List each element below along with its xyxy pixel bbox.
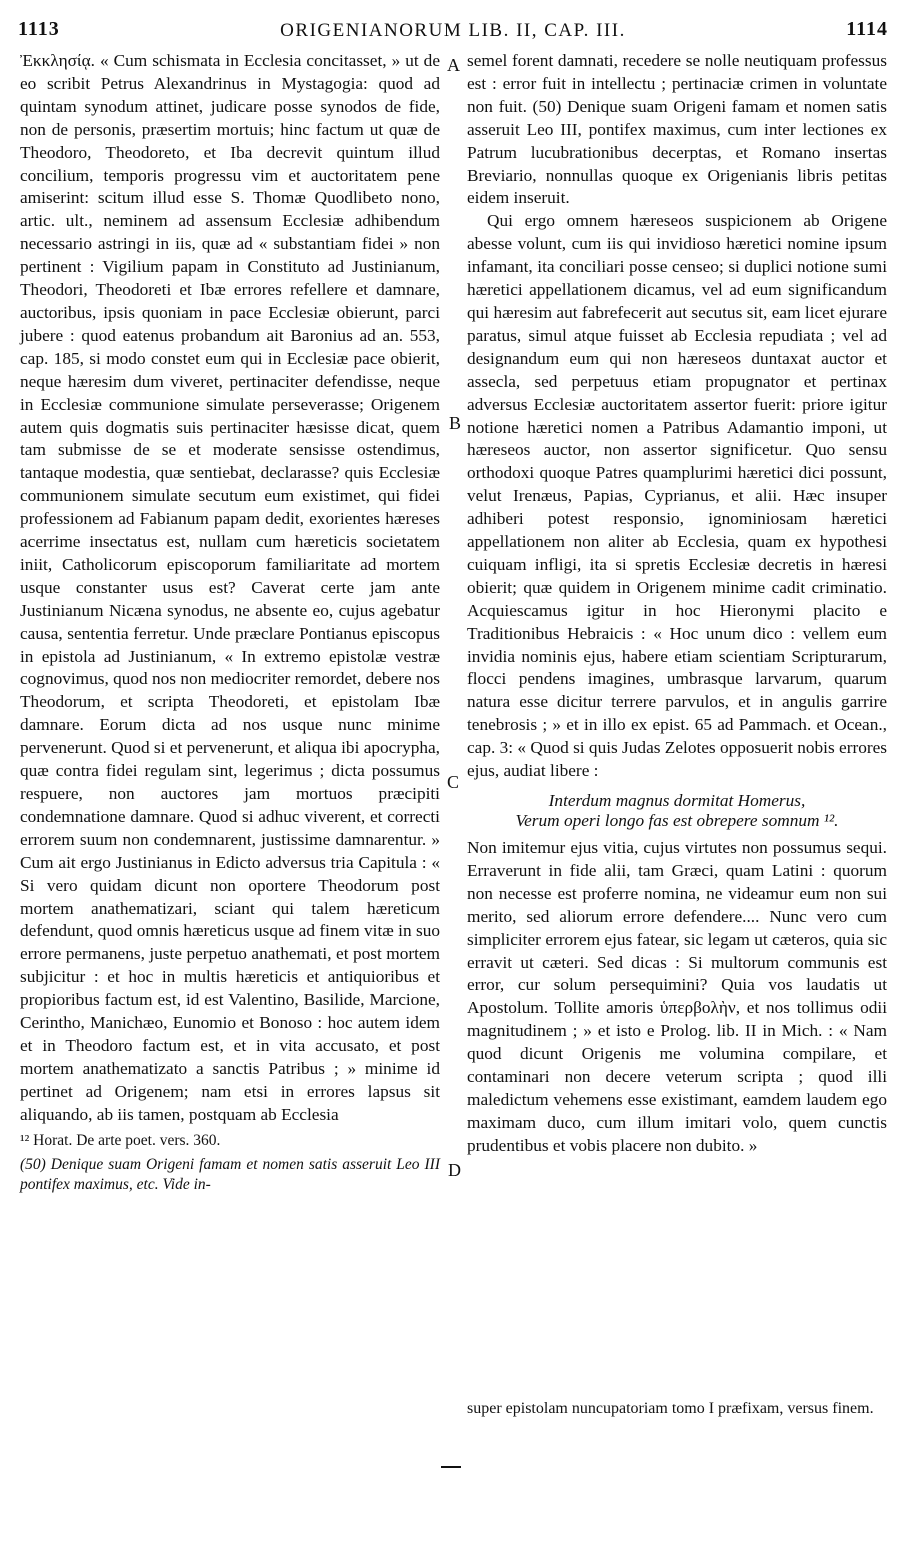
page-number-right: 1114: [846, 18, 888, 40]
section-marker-d: D: [448, 1160, 461, 1180]
verse-quote: [467, 791, 887, 831]
section-marker-b: B: [449, 413, 462, 433]
verse-line-1: Interdum magnus dormitat Homerus,: [548, 791, 806, 810]
section-marker-c: C: [447, 772, 460, 792]
right-paragraph-3: Non imitemur ejus vitia, cujus virtutes non possumus sequi. Erraverunt in fide alii, tam Græci, quam Latini : quorum non necesse est proferre nomina, ne videamur eum non sui merito, sed aliorum errore defendere.... Nunc vero cum simpliciter errorem ejus fatear, sic legam ut cæteros, quia sic erravit ut cæteri. Sed dicas : Si multorum communis est error, cur solum persequimini? Quia vos laudatis ut Apostolum. Tollite amoris ὑπερβολὴν, et nos tollimus odii magnitudinem ; » et isto e Prolog. lib. II in Mich. : « Nam quod dicunt Origenis me volumina compilare, et contaminari non decere veterum scripta ; quod illi maledictum vehemens esse existimant, eamdem laudem ego maximam duco, cum illum imitari volo, quem cunctis prudentibus et vobis placere non dubito. »: [467, 838, 887, 1155]
page-number-left: 1113: [18, 18, 60, 40]
page-end-rule: [441, 1466, 461, 1468]
footnote-50: (50) Denique suam Origeni famam et nomen satis asseruit Leo III pontifex maximus, etc. Vide in-: [20, 1155, 440, 1193]
left-paragraph: Ἐκκλησίᾳ. « Cum schismata in Ecclesia concitasset, » ut de eo scribit Petrus Alexandrinus in Mystagogia: quod ad quintam synodum attinet, judicare posse synodos de fide, non de personis, præsertim mortuis; hinc factum ut quæ de Theodoro, Theodoreto, et Iba decrevit quintum illud concilium, temporis progressu vim et auctoritatem pene amiserint: scitum illud esse S. Thomæ Quodlibeto nono, artic. ult., neminem ad assensum Ecclesiæ adhibendum necessario astringi in iis, quæ ad « substantiam fidei » non pertinent : Vigilium papam in Constituto ad Justinianum, Theodori, Theodoreti et Ibæ errores refellere et damnare, auctoribus, ipsis quoniam in pace Ecclesiæ obierunt, parci jubere : quod eatenus probandum ait Baronius ad an. 553, cap. 185, si modo constet eum qui in Ecclesiæ pace obierit, neque hæresim dum viveret, pertinaciter defendisse, neque in Ecclesiæ communione simulate perseverasse; Origenem autem quis dogmatis suis pertinaciter hæsisse dicat, quem tam submisse de se et moderate sensisse ostendimus, tantaque modestia, quæ sentiebat, declarasse? quis Ecclesiæ communionem simulate secutum eum existimet, qui fidei professionem ad Fabianum papam dedit, exorientes hæreses acerrime insectatus est, nullam cum hæreticis societatem iniit, Catholicorum episcoporum familiaritate ad mortem usque constanter usus est? Caverat certe jam ante Justinianum Nicæna synodus, ne absente eo, cujus agebatur causa, sententia ferretur. Unde præclare Pontianus episcopus in epistola ad Justinianum, « In extremo epistolæ vestræ cognovimus, quod nos non mediocriter remordet, debere nos Theodorum, et scripta Theodoreti, et epistolam Ibæ damnare. Eorum dicta ad nos usque nunc minime pervenerunt. Quod si et pervenerunt, et aliqua ibi apocrypha, quæ contra fidei regulam sint, legerimus ; dicta possumus respuere, non auctores jam mortuos præcipiti condemnatione damnare. Quod si adhuc viverent, et correcti errorem suum non condemnarent, justissime damnarentur. » Cum ait ergo Justinianus in Edicto adversus tria Capitula : « Si vero quidam dicunt non oportere Theodorum post mortem anathematizari, sciant qui talem hæreticum defendunt, quod omnis hæreticus usque ad finem vitæ in suo errore permanens, juste perpetuo anathemati, et post mortem subjicitur : et hoc in multis hæreticis et antiquioribus et propioribus factum est, id est Valentino, Basilide, Marcione, Cerintho, Manichæo, Eunomio et Bonoso : hoc autem idem et in Theodoro factum est, et in vita accusato, et post mortem anathematizato a sanctis Patribus ; » minime id pertinet ad Origenem; nam etsi in errores lapsus sit aliquando, ab iis tamen, postquam ab Ecclesia: [20, 51, 440, 1124]
right-column: [467, 50, 887, 1158]
section-marker-a: A: [447, 55, 460, 75]
footnote-12: ¹² Horat. De arte poet. vers. 360.: [20, 1131, 221, 1149]
right-paragraph-2: Qui ergo omnem hæreseos suspicionem ab Origene abesse volunt, cum iis qui invidioso hæretici nomine ipsum infamant, ita conciliari posse censeo; si duplici notione sumi hæretici appellationem dicamus, vel ad eum significandum qui hæresim aut fabrefecerit aut secutus sit, eam licet ejurare paratus, simul atque fuisset ab Ecclesia repudiata ; vel ad designandum eum qui non hæreseos duntaxat auctor et assecla, sed perpetuus etiam propugnator et pertinax adversus Ecclesiæ auctoritatem assertor fuerit: priore igitur notione hæretici nomen a Patribus Adamantio imponi, ut hæreseos auctor, non assertor significetur. Quo sensu orthodoxi quoque Patres quamplurimi hæretici dici possunt, velut Irenæus, Papias, Cyprianus, et alii. Hæc insuper adhiberi potest responsio, ignominiosam hæretici appellationem non aliter ab Ecclesia, quam ex hypothesi cuiquam infligi, ita si spretis Ecclesiæ decretis in hæresi obierit; quæ quidem in Origenem minime cadit criminatio. Acquiescamus igitur in hoc Hieronymi placito e Traditionibus Hebraicis : « Hoc unum dico : vellem eum invidia nominis ejus, habere etiam scientiam Scripturarum, flocci pendens imagines, umbrasque larvarum, quarum natura esse dicitur terrere parvulos, et in angulis garrire tenebrosis ; » et in illo ex epist. 65 ad Pammach. et Ocean., cap. 3: « Quod si quis Judas Zelotes opposuerit nobis errores ejus, audiat libere :: [467, 211, 887, 781]
verse-line-2: Verum operi longo fas est obrepere somnum ¹².: [515, 811, 839, 830]
right-paragraph-1: semel forent damnati, recedere se nolle neutiquam professus est : error fuit in intellectu ; pertinaciæ crimen in voluntate non fuit. (50) Denique suam Origeni famam et nomen satis asseruit Leo III, pontifex maximus, cum inter lectiones ex Patrum lucubrationibus decerptas, et Romano insertas Breviario, nonnullas quoque ex Origenianis libris petitas eidem inseruit.: [467, 51, 887, 208]
left-column: [20, 50, 440, 1195]
running-header: [18, 18, 888, 44]
running-title: ORIGENIANORUM LIB. II, CAP. III.: [280, 20, 626, 41]
footnote-continuation: super epistolam nuncupatoriam tomo I præfixam, versus finem.: [467, 1400, 874, 1417]
